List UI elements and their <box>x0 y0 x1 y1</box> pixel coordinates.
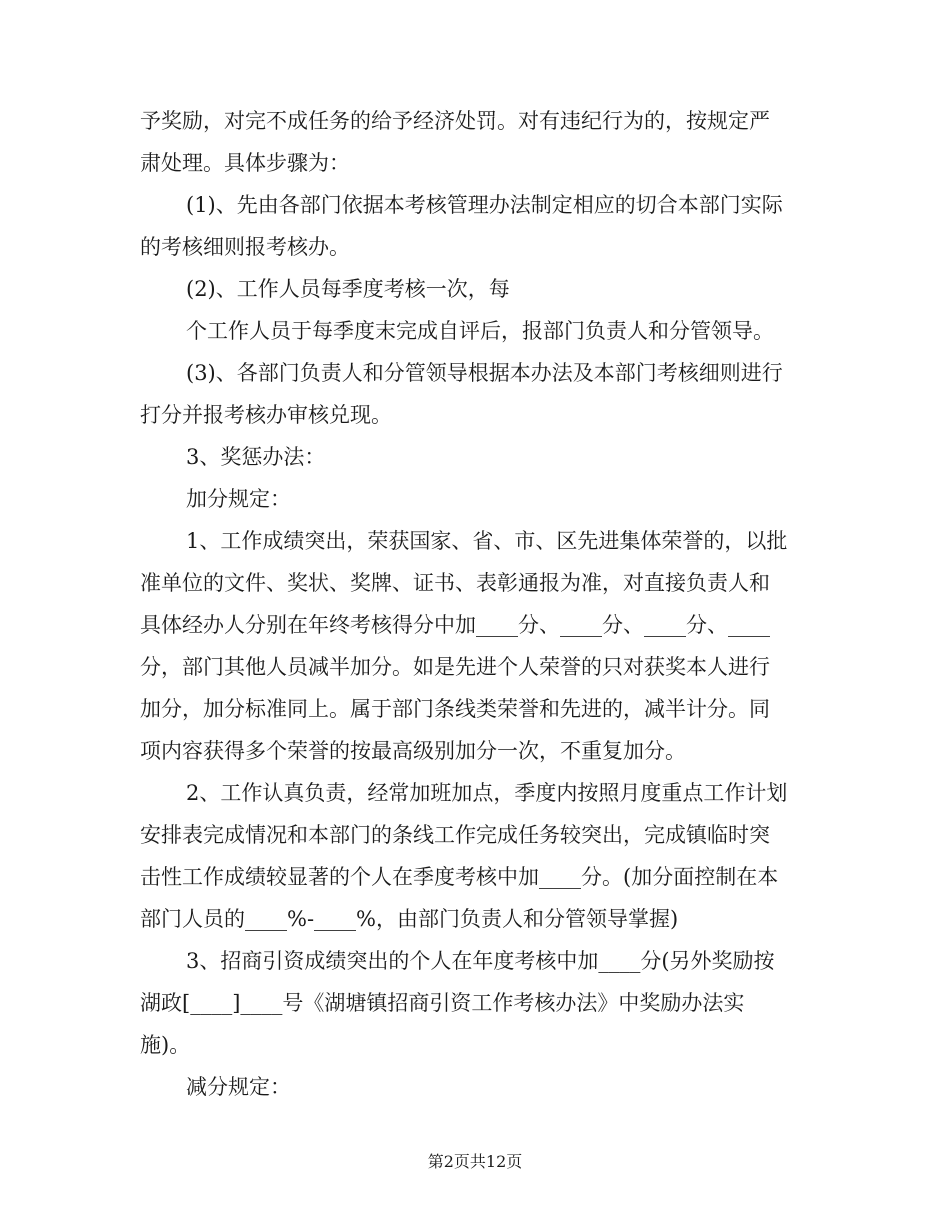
text-line: 湖政[____]____号《湖塘镇招商引资工作考核办法》中奖励办法实 <box>140 991 745 1015</box>
text-line: 击性工作成绩较显著的个人在季度考核中加____分。(加分面控制在本 <box>140 865 779 889</box>
text-line: (3)、各部门负责人和分管领导根据本办法及本部门考核细则进行 <box>186 361 783 385</box>
text-line: 安排表完成情况和本部门的条线工作完成任务较突出，完成镇临时突 <box>140 823 770 847</box>
text-line: 加分规定： <box>186 487 291 511</box>
text-line: 肃处理。具体步骤为： <box>140 151 350 175</box>
document-body <box>140 100 812 1108</box>
text-line: 3、奖惩办法： <box>186 445 326 469</box>
text-line: (1)、先由各部门依据本考核管理办法制定相应的切合本部门实际 <box>186 193 783 217</box>
text-line: 个工作人员于每季度末完成自评后，报部门负责人和分管领导。 <box>186 319 774 343</box>
text-line: 加分，加分标准同上。属于部门条线类荣誉和先进的，减半计分。同 <box>140 697 770 721</box>
text-line: (2)、工作人员每季度考核一次，每 <box>186 277 510 301</box>
text-line: 予奖励，对完不成任务的给予经济处罚。对有违纪行为的，按规定严 <box>140 109 770 133</box>
text-line: 项内容获得多个荣誉的按最高级别加分一次，不重复加分。 <box>140 739 686 763</box>
text-line: 2、工作认真负责，经常加班加点，季度内按照月度重点工作计划 <box>186 781 788 805</box>
text-line: 3、招商引资成绩突出的个人在年度考核中加____分(另外奖励按 <box>186 949 775 973</box>
text-line: 1、工作成绩突出，荣获国家、省、市、区先进集体荣誉的，以批 <box>186 529 788 553</box>
text-line: 的考核细则报考核办。 <box>140 235 350 259</box>
page-footer: 第2页共12页 <box>427 1152 523 1171</box>
text-line: 部门人员的____%-____%，由部门负责人和分管领导掌握) <box>140 907 679 931</box>
text-line: 准单位的文件、奖状、奖牌、证书、表彰通报为准，对直接负责人和 <box>140 571 770 595</box>
text-line: 打分并报考核办审核兑现。 <box>140 403 392 427</box>
text-line: 分，部门其他人员减半加分。如是先进个人荣誉的只对获奖本人进行 <box>140 655 770 679</box>
text-line: 具体经办人分别在年终考核得分中加____分、____分、____分、____ <box>140 613 770 637</box>
text-line: 减分规定： <box>186 1075 291 1099</box>
text-line: 施)。 <box>140 1033 191 1057</box>
